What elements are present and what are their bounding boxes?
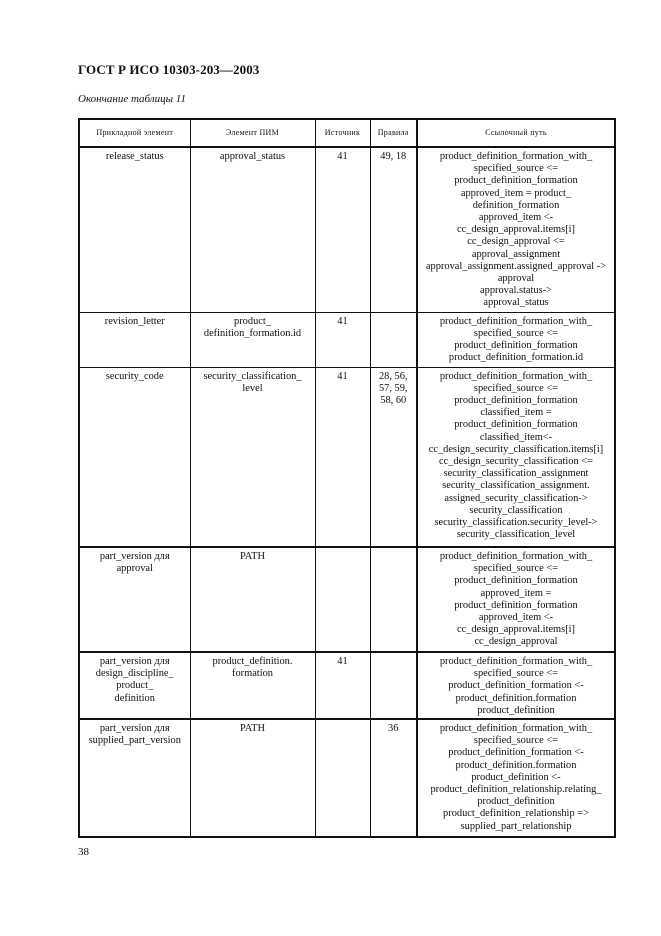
application-element-cell: part_version для approval — [79, 547, 190, 652]
pim-element-cell: product_definition. formation — [190, 652, 315, 719]
application-element-cell: release_status — [79, 147, 190, 312]
source-cell: 41 — [315, 312, 370, 367]
rules-cell — [370, 652, 417, 719]
application-element-cell: security_code — [79, 367, 190, 547]
rules-cell — [370, 312, 417, 367]
pim-element-cell: PATH — [190, 547, 315, 652]
table-row — [79, 719, 615, 837]
table-row — [79, 312, 615, 367]
rules-cell: 36 — [370, 719, 417, 837]
reference-path-cell: product_definition_formation_with_ specified_source <= product_definition_formation product_definition_formation.id — [417, 312, 615, 367]
document-title: ГОСТ Р ИСО 10303-203—2003 — [78, 62, 260, 77]
column-header-rules: Правила — [370, 119, 417, 147]
table-row — [79, 367, 615, 547]
source-cell: 41 — [315, 147, 370, 312]
column-header-application-element: Прикладной элемент — [79, 119, 190, 147]
application-element-cell: revision_letter — [79, 312, 190, 367]
table-caption: Окончание таблицы 11 — [78, 93, 186, 105]
reference-path-cell: product_definition_formation_with_ specified_source <= product_definition_formation approved_item = product_ definition_formation approved_item <- cc_design_approval.items[i] cc_design_approval <= approval_assignment approval_assignment.assigned_approval -> approval approval.status-> approval_status — [417, 147, 615, 312]
mapping-table — [78, 118, 616, 838]
reference-path-cell: product_definition_formation_with_ specified_source <= product_definition_formation approved_item = product_definition_formation approved_item <- cc_design_approval.items[i] cc_design_approval — [417, 547, 615, 652]
source-cell — [315, 547, 370, 652]
reference-path-cell: product_definition_formation_with_ specified_source <= product_definition_formation <- product_definition.formation product_definition <- product_definition_relationship.relating_ product_definition product_definition_relationship => supplied_part_relationship — [417, 719, 615, 837]
rules-cell: 28, 56, 57, 59, 58, 60 — [370, 367, 417, 547]
pim-element-cell: PATH — [190, 719, 315, 837]
source-cell: 41 — [315, 652, 370, 719]
source-cell: 41 — [315, 367, 370, 547]
application-element-cell: part_version для supplied_part_version — [79, 719, 190, 837]
pim-element-cell: product_ definition_formation.id — [190, 312, 315, 367]
rules-cell — [370, 547, 417, 652]
pim-element-cell: approval_status — [190, 147, 315, 312]
table-row — [79, 147, 615, 312]
pim-element-cell: security_classification_ level — [190, 367, 315, 547]
table-row — [79, 547, 615, 652]
column-header-source: Источник — [315, 119, 370, 147]
reference-path-cell: product_definition_formation_with_ specified_source <= product_definition_formation <- product_definition.formation product_definition — [417, 652, 615, 719]
table-header-row — [79, 119, 615, 147]
rules-cell: 49, 18 — [370, 147, 417, 312]
table-row — [79, 652, 615, 719]
source-cell — [315, 719, 370, 837]
reference-path-cell: product_definition_formation_with_ specified_source <= product_definition_formation classified_item = product_definition_formation classified_item<- cc_design_security_classification.items[i] cc_design_security_classification <= security_classification_assignment security_classification_assignment. assigned_security_classification-> security_classification security_classification.security_level-> security_classification_level — [417, 367, 615, 547]
column-header-reference-path: Ссылочный путь — [417, 119, 615, 147]
page-number: 38 — [78, 846, 89, 858]
application-element-cell: part_version для design_discipline_ product_ definition — [79, 652, 190, 719]
column-header-pim-element: Элемент ПИМ — [190, 119, 315, 147]
